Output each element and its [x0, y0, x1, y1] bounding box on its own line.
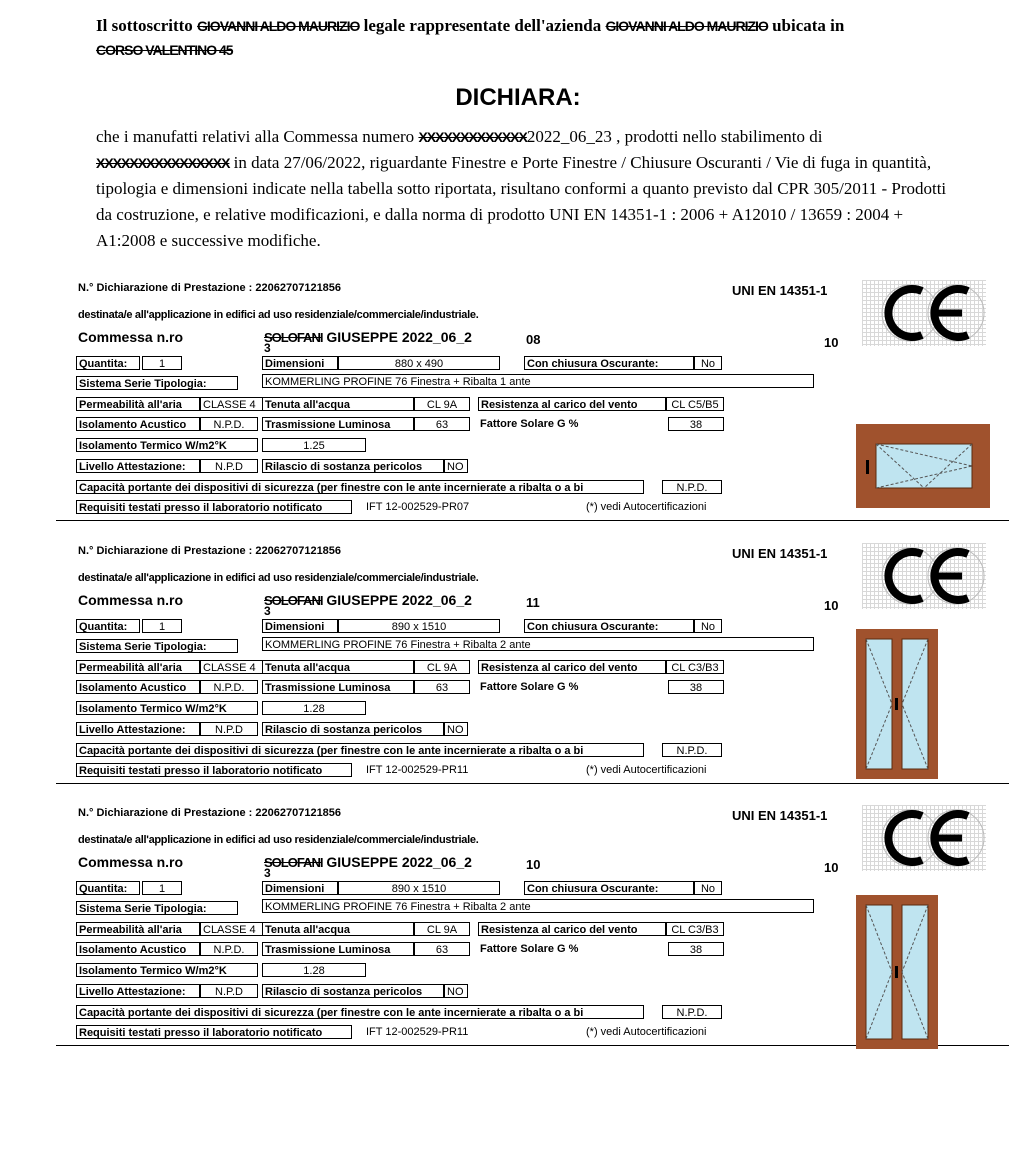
quantita-label: Quantita:	[76, 356, 140, 370]
capacita-label: Capacità portante dei dispositivi di sicurezza (per finestre con le ante incernierate a ribalta o a bi	[76, 743, 644, 757]
commessa-line2: 3	[264, 604, 271, 618]
destination-label: destinata/e all'applicazione in edifici ad uso residenziale/commerciale/industriale.	[78, 572, 479, 584]
vento-label: Resistenza al carico del vento	[478, 660, 666, 674]
tenuta-value: CL 9A	[414, 660, 470, 674]
redacted-name: GIOVANNI ALDO MAURIZIO	[197, 18, 360, 34]
sistema-value: KOMMERLING PROFINE 76 Finestra + Ribalta 1 ante	[262, 374, 814, 388]
vento-value: CL C3/B3	[666, 922, 724, 936]
livello-label: Livello Attestazione:	[76, 984, 200, 998]
quantita-label: Quantita:	[76, 619, 140, 633]
redacted-plant: XXXXXXXXXXXXXXXX	[96, 155, 230, 171]
termico-label: Isolamento Termico W/m2°K	[76, 963, 258, 977]
capacita-value: N.P.D.	[662, 480, 722, 494]
chiusura-label: Con chiusura Oscurante:	[524, 881, 694, 895]
autocert-label: (*) vedi Autocertificazioni	[586, 501, 707, 513]
commessa-value: SOLOFANI GIUSEPPE 2022_06_2	[264, 329, 472, 345]
ce-mark-icon	[862, 543, 986, 609]
livello-value: N.P.D	[200, 984, 258, 998]
luminosa-label: Trasmissione Luminosa	[262, 942, 414, 956]
page-heading: DICHIARA:	[455, 84, 581, 111]
tenuta-value: CL 9A	[414, 922, 470, 936]
luminosa-value: 63	[414, 417, 470, 431]
tenuta-label: Tenuta all'acqua	[262, 660, 414, 674]
permeabilita-value: CLASSE 4	[200, 660, 262, 674]
luminosa-value: 63	[414, 942, 470, 956]
quantita-label: Quantita:	[76, 881, 140, 895]
rilascio-value: NO	[444, 984, 468, 998]
commessa-label: Commessa n.ro	[78, 854, 184, 870]
statement-text-2: 2022_06_23 , prodotti nello stabilimento di	[526, 127, 823, 146]
capacita-value: N.P.D.	[662, 1005, 722, 1019]
item-number: 10	[526, 857, 541, 872]
acustico-label: Isolamento Acustico	[76, 942, 200, 956]
dimensioni-value: 880 x 490	[338, 356, 500, 370]
rilascio-label: Rilascio di sostanza pericolos	[262, 722, 444, 736]
solare-value: 38	[668, 417, 724, 431]
chiusura-label: Con chiusura Oscurante:	[524, 619, 694, 633]
capacita-value: N.P.D.	[662, 743, 722, 757]
intro-text-1: Il sottoscritto	[96, 16, 193, 35]
redacted-company: GIOVANNI ALDO MAURIZIO	[605, 18, 768, 34]
requisiti-label: Requisiti testati presso il laboratorio notificato	[76, 500, 352, 514]
requisiti-label: Requisiti testati presso il laboratorio notificato	[76, 1025, 352, 1039]
solare-label: Fattore Solare G %	[480, 681, 579, 693]
tenuta-label: Tenuta all'acqua	[262, 922, 414, 936]
statement-text-3: in data 27/06/2022, riguardante Finestre e Porte Finestre / Chiusure Oscuranti / Vie di fuga in quantità, tipologia e dimensioni indicate nella tabella sotto riportata, risultano conformi a quanto previsto dal CPR 305/2011 - Prodotti da costruzione, e relative modificazioni, e dalla norma di prodotto UNI EN 14351-1 : 2006 + A12010 / 13659 : 2004 + A1:2008 e successive modifiche.	[96, 153, 947, 250]
page-number: 10	[824, 860, 839, 875]
termico-value: 1.28	[262, 701, 366, 715]
block-divider	[56, 783, 1009, 784]
norm-label: UNI EN 14351-1	[732, 283, 828, 298]
rilascio-value: NO	[444, 722, 468, 736]
lab-value: IFT 12-002529-PR07	[366, 501, 470, 513]
acustico-value: N.P.D.	[200, 417, 258, 431]
norm-label: UNI EN 14351-1	[732, 808, 828, 823]
vento-label: Resistenza al carico del vento	[478, 922, 666, 936]
window-illustration	[856, 629, 938, 779]
vento-label: Resistenza al carico del vento	[478, 397, 666, 411]
page-number: 10	[824, 598, 839, 613]
rilascio-value: NO	[444, 459, 468, 473]
termico-label: Isolamento Termico W/m2°K	[76, 438, 258, 452]
destination-label: destinata/e all'applicazione in edifici ad uso residenziale/commerciale/industriale.	[78, 309, 479, 321]
termico-label: Isolamento Termico W/m2°K	[76, 701, 258, 715]
rilascio-label: Rilascio di sostanza pericolos	[262, 984, 444, 998]
redacted-address: CORSO VALENTINO 45	[96, 42, 233, 58]
chiusura-value: No	[694, 881, 722, 895]
sistema-value: KOMMERLING PROFINE 76 Finestra + Ribalta 2 ante	[262, 637, 814, 651]
autocert-label: (*) vedi Autocertificazioni	[586, 1026, 707, 1038]
statement-text-1: che i manufatti relativi alla Commessa numero	[96, 127, 415, 146]
quantita-value: 1	[142, 356, 182, 370]
dop-label: N.° Dichiarazione di Prestazione : 22062707121856	[78, 545, 342, 557]
solare-value: 38	[668, 942, 724, 956]
window-illustration	[856, 895, 938, 1049]
livello-value: N.P.D	[200, 459, 258, 473]
commessa-label: Commessa n.ro	[78, 592, 184, 608]
commessa-line2: 3	[264, 341, 271, 355]
luminosa-label: Trasmissione Luminosa	[262, 417, 414, 431]
tenuta-value: CL 9A	[414, 397, 470, 411]
commessa-label: Commessa n.ro	[78, 329, 184, 345]
permeabilita-label: Permeabilità all'aria	[76, 922, 200, 936]
declaration-block	[0, 533, 1036, 795]
termico-value: 1.28	[262, 963, 366, 977]
dimensioni-label: Dimensioni	[262, 619, 338, 633]
livello-label: Livello Attestazione:	[76, 722, 200, 736]
commessa-name: GIUSEPPE 2022_06_2	[326, 854, 472, 870]
solare-label: Fattore Solare G %	[480, 943, 579, 955]
chiusura-label: Con chiusura Oscurante:	[524, 356, 694, 370]
block-divider	[56, 520, 1009, 521]
dop-label: N.° Dichiarazione di Prestazione : 22062707121856	[78, 807, 342, 819]
item-number: 08	[526, 332, 541, 347]
declaration-block	[0, 795, 1036, 1057]
permeabilita-label: Permeabilità all'aria	[76, 660, 200, 674]
acustico-label: Isolamento Acustico	[76, 417, 200, 431]
lab-value: IFT 12-002529-PR11	[366, 1026, 469, 1038]
permeabilita-value: CLASSE 4	[200, 922, 262, 936]
sistema-label: Sistema Serie Tipologia:	[76, 639, 238, 653]
declaration-block	[0, 270, 1036, 532]
luminosa-value: 63	[414, 680, 470, 694]
solare-value: 38	[668, 680, 724, 694]
termico-value: 1.25	[262, 438, 366, 452]
redacted-order: XXXXXXXXXXXXX	[418, 129, 527, 145]
commessa-name: GIUSEPPE 2022_06_2	[326, 592, 472, 608]
permeabilita-label: Permeabilità all'aria	[76, 397, 200, 411]
chiusura-value: No	[694, 619, 722, 633]
page-number: 10	[824, 335, 839, 350]
commessa-value: SOLOFANI GIUSEPPE 2022_06_2	[264, 854, 472, 870]
vento-value: CL C3/B3	[666, 660, 724, 674]
window-illustration	[856, 424, 990, 508]
acustico-value: N.P.D.	[200, 942, 258, 956]
quantita-value: 1	[142, 619, 182, 633]
dop-label: N.° Dichiarazione di Prestazione : 22062707121856	[78, 282, 342, 294]
commessa-name: GIUSEPPE 2022_06_2	[326, 329, 472, 345]
quantita-value: 1	[142, 881, 182, 895]
dimensioni-value: 890 x 1510	[338, 619, 500, 633]
chiusura-value: No	[694, 356, 722, 370]
ce-mark-icon	[862, 805, 986, 871]
capacita-label: Capacità portante dei dispositivi di sicurezza (per finestre con le ante incernierate a ribalta o a bi	[76, 480, 644, 494]
lab-value: IFT 12-002529-PR11	[366, 764, 469, 776]
sistema-value: KOMMERLING PROFINE 76 Finestra + Ribalta 2 ante	[262, 899, 814, 913]
dimensioni-label: Dimensioni	[262, 881, 338, 895]
acustico-value: N.P.D.	[200, 680, 258, 694]
capacita-label: Capacità portante dei dispositivi di sicurezza (per finestre con le ante incernierate a ribalta o a bi	[76, 1005, 644, 1019]
dimensioni-label: Dimensioni	[262, 356, 338, 370]
dimensioni-value: 890 x 1510	[338, 881, 500, 895]
livello-value: N.P.D	[200, 722, 258, 736]
norm-label: UNI EN 14351-1	[732, 546, 828, 561]
luminosa-label: Trasmissione Luminosa	[262, 680, 414, 694]
destination-label: destinata/e all'applicazione in edifici ad uso residenziale/commerciale/industriale.	[78, 834, 479, 846]
livello-label: Livello Attestazione:	[76, 459, 200, 473]
item-number: 11	[526, 595, 540, 610]
vento-value: CL C5/B5	[666, 397, 724, 411]
solare-label: Fattore Solare G %	[480, 418, 579, 430]
sistema-label: Sistema Serie Tipologia:	[76, 376, 238, 390]
intro-text-3: ubicata in	[772, 16, 845, 35]
commessa-line2: 3	[264, 866, 271, 880]
commessa-value: SOLOFANI GIUSEPPE 2022_06_2	[264, 592, 472, 608]
permeabilita-value: CLASSE 4	[200, 397, 262, 411]
intro-text-2: legale rappresentate dell'azienda	[363, 16, 602, 35]
tenuta-label: Tenuta all'acqua	[262, 397, 414, 411]
statement-paragraph	[96, 124, 956, 254]
intro-paragraph	[96, 14, 956, 62]
autocert-label: (*) vedi Autocertificazioni	[586, 764, 707, 776]
acustico-label: Isolamento Acustico	[76, 680, 200, 694]
sistema-label: Sistema Serie Tipologia:	[76, 901, 238, 915]
rilascio-label: Rilascio di sostanza pericolos	[262, 459, 444, 473]
ce-mark-icon	[862, 280, 986, 346]
requisiti-label: Requisiti testati presso il laboratorio notificato	[76, 763, 352, 777]
